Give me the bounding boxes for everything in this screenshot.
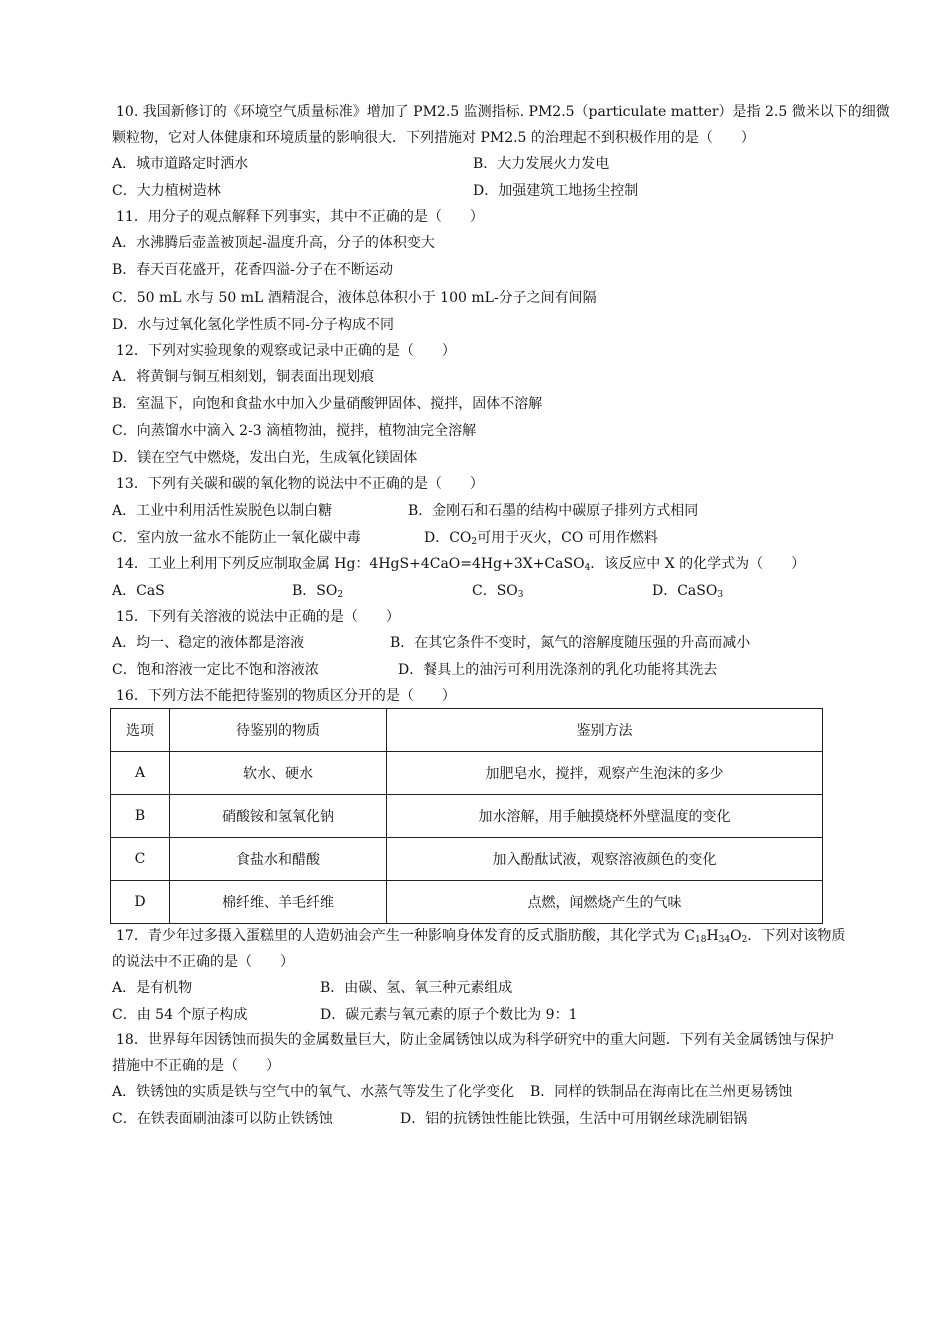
- table-row: [111, 795, 823, 838]
- table-cell: A: [111, 752, 170, 795]
- q16-stem: 16．下列方法不能把待鉴别的物质区分开的是（ ）: [116, 688, 456, 704]
- q17-stem-line1: 17．青少年过多摄入蛋糕里的人造奶油会产生一种影响身体发育的反式脂肪酸，其化学式为 $C_{18}H_{34}O_2$．下列对该物质: [116, 928, 846, 945]
- q11-option-c: C．50 mL 水与 50 mL 酒精混合，液体总体积小于 100 mL-分子之间有间隔: [112, 290, 597, 306]
- q18-option-b: B．同样的铁制品在海南比在兰州更易锈蚀: [530, 1084, 793, 1100]
- q18-stem-line2: 措施中不正确的是（ ）: [112, 1058, 280, 1074]
- q10-option-b: B．大力发展火力发电: [473, 156, 610, 172]
- q13-stem: 13．下列有关碳和碳的氧化物的说法中不正确的是（ ）: [116, 476, 484, 492]
- q11-option-b: B．春天百花盛开，花香四溢-分子在不断运动: [112, 262, 394, 278]
- q17-option-d: D．碳元素与氧元素的原子个数比为 9：1: [320, 1007, 578, 1023]
- table-header-row: [111, 709, 823, 752]
- q18-option-a: A．铁锈蚀的实质是铁与空气中的氧气、水蒸气等发生了化学变化: [112, 1084, 515, 1100]
- q17-option-b: B．由碳、氢、氧三种元素组成: [320, 980, 513, 996]
- q13-option-b: B．金刚石和石墨的结构中碳原子排列方式相同: [408, 503, 699, 519]
- q15-option-d: D．餐具上的油污可利用洗涤剂的乳化功能将其洗去: [398, 662, 718, 678]
- q12-option-c: C．向蒸馏水中滴入 2-3 滴植物油，搅拌，植物油完全溶解: [112, 423, 477, 439]
- q14-option-d: D．CaSO$_3$: [652, 583, 724, 600]
- q12-option-b: B．室温下，向饱和食盐水中加入少量硝酸钾固体、搅拌，固体不溶解: [112, 396, 543, 412]
- q11-option-d: D．水与过氧化氢化学性质不同-分子构成不同: [112, 317, 394, 333]
- table-cell: 加入酚酞试液，观察溶液颜色的变化: [387, 838, 823, 881]
- table-cell: C: [111, 838, 170, 881]
- table-cell: 软水、硬水: [170, 752, 387, 795]
- q10-option-d: D．加强建筑工地扬尘控制: [473, 183, 639, 199]
- q14-option-a: A．CaS: [112, 583, 165, 599]
- table-cell: D: [111, 881, 170, 924]
- q17-stem-line2: 的说法中不正确的是（ ）: [112, 954, 294, 970]
- q12-stem: 12．下列对实验现象的观察或记录中正确的是（ ）: [116, 343, 456, 359]
- table-row: [111, 838, 823, 881]
- q14-stem: 14．工业上利用下列反应制取金属 Hg：4HgS+4CaO=4Hg+3X+CaSO$_4$．该反应中 X 的化学式为（ ）: [116, 556, 806, 573]
- q18-option-d: D．铝的抗锈蚀性能比铁强，生活中可用钢丝球洗刷铝锅: [400, 1111, 748, 1127]
- q12-option-a: A．将黄铜与铜互相刻划，铜表面出现划痕: [112, 369, 375, 385]
- q12-option-d: D．镁在空气中燃烧，发出白光，生成氧化镁固体: [112, 450, 418, 466]
- q13-option-d: D．$CO_2$可用于灭火，CO 可用作燃料: [424, 530, 658, 547]
- table-header-cell: 鉴别方法: [387, 709, 823, 752]
- table-cell: 食盐水和醋酸: [170, 838, 387, 881]
- q17-option-c: C．由 54 个原子构成: [112, 1007, 248, 1023]
- q14-option-c: C．$SO_3$: [472, 583, 524, 600]
- q11-stem: 11．用分子的观点解释下列事实，其中不正确的是（ ）: [116, 209, 484, 225]
- q16-table: [110, 708, 823, 924]
- q15-option-b: B．在其它条件不变时，氮气的溶解度随压强的升高而减小: [390, 635, 751, 651]
- q14-option-b: B．$SO_2$: [292, 583, 344, 600]
- q11-option-a: A．水沸腾后壶盖被顶起-温度升高，分子的体积变大: [112, 235, 435, 251]
- q10-stem-line1: 10. 我国新修订的《环境空气质量标准》增加了 PM2.5 监测指标. PM2.5（particulate matter）是指 2.5 微米以下的细微: [116, 104, 890, 120]
- q17-option-a: A．是有机物: [112, 980, 193, 996]
- table-cell: 加水溶解，用手触摸烧杯外壁温度的变化: [387, 795, 823, 838]
- table-header-cell: 待鉴别的物质: [170, 709, 387, 752]
- q10-stem-line2: 颗粒物，它对人体健康和环境质量的影响很大．下列措施对 PM2.5 的治理起不到积极作用的是（ ）: [112, 130, 755, 146]
- q10-option-c: C．大力植树造林: [112, 183, 221, 199]
- q15-option-a: A．均一、稳定的液体都是溶液: [112, 635, 305, 651]
- table-row: [111, 881, 823, 924]
- q18-option-c: C．在铁表面刷油漆可以防止铁锈蚀: [112, 1111, 333, 1127]
- q15-stem: 15．下列有关溶液的说法中正确的是（ ）: [116, 609, 400, 625]
- q18-stem-line1: 18．世界每年因锈蚀而损失的金属数量巨大，防止金属锈蚀以成为科学研究中的重大问题．下列有关金属锈蚀与保护: [116, 1032, 834, 1048]
- q13-option-c: C．室内放一盆水不能防止一氧化碳中毒: [112, 530, 361, 546]
- table-cell: 加肥皂水，搅拌，观察产生泡沫的多少: [387, 752, 823, 795]
- table-row: [111, 752, 823, 795]
- table-cell: 点燃，闻燃烧产生的气味: [387, 881, 823, 924]
- table-cell: 棉纤维、羊毛纤维: [170, 881, 387, 924]
- q15-option-c: C．饱和溶液一定比不饱和溶液浓: [112, 662, 319, 678]
- q10-option-a: A．城市道路定时洒水: [112, 156, 249, 172]
- table-cell: 硝酸铵和氢氧化钠: [170, 795, 387, 838]
- q13-option-a: A．工业中利用活性炭脱色以制白糖: [112, 503, 333, 519]
- table-header-cell: 选项: [111, 709, 170, 752]
- table-cell: B: [111, 795, 170, 838]
